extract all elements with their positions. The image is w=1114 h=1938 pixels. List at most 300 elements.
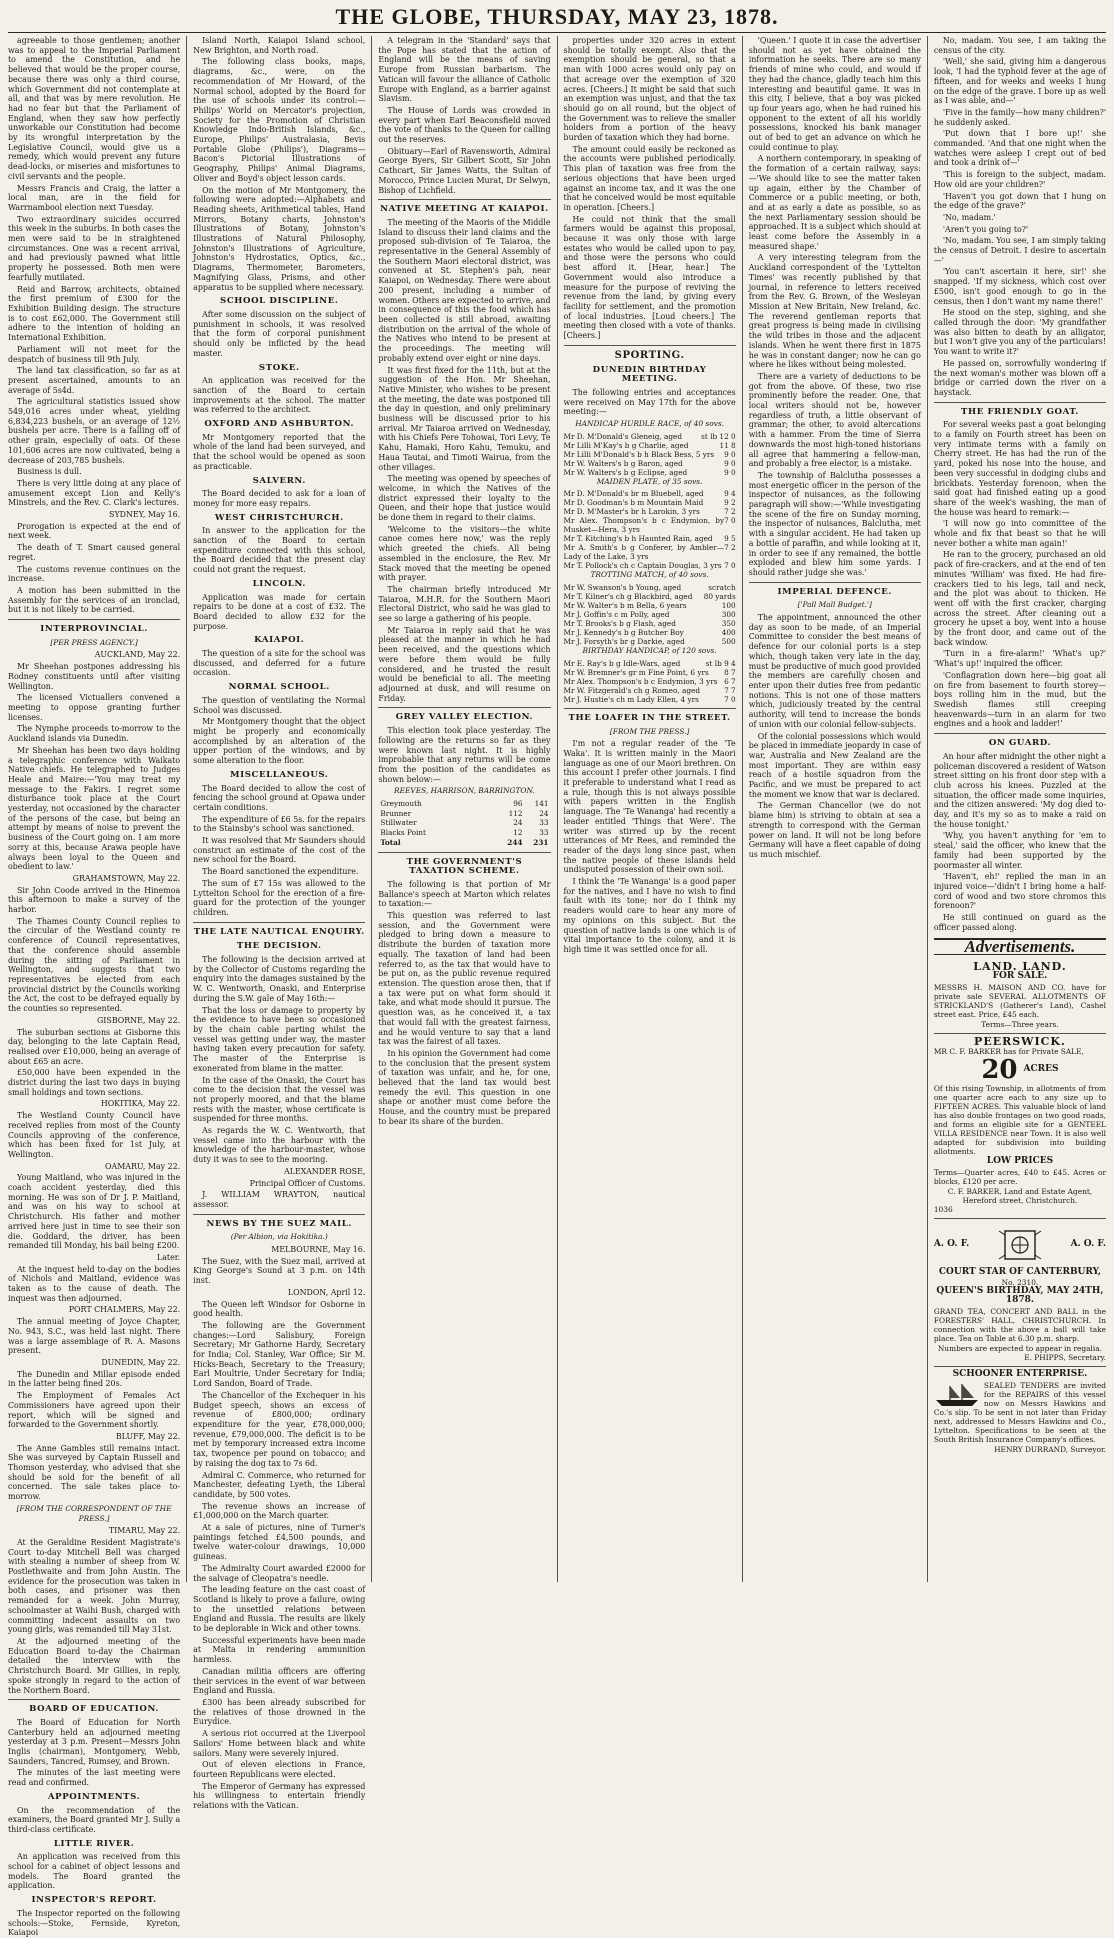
divider	[564, 708, 736, 709]
correspondent-note: [FROM THE CORRESPONDENT OF THE PRESS.]	[16, 1503, 172, 1523]
race-entry	[564, 489, 736, 498]
ad-text: MESSRS H. MAISON AND CO. have for private sale SEVERAL ALLOTMENTS OF STRICKLAND'S (Gatherer's Land), Cashel street east. Price, £45 each.	[933, 982, 1107, 1019]
schooner-ship-icon	[934, 1382, 980, 1408]
election-tally	[378, 799, 550, 848]
divider	[193, 1214, 365, 1215]
article-paragraph: Out of eleven elections in France, fourteen Republicans were elected.	[193, 1760, 366, 1779]
tally-votes: 24	[513, 818, 523, 828]
entry-weight: 9 0	[724, 458, 736, 468]
aof-row	[934, 1225, 1106, 1265]
article-paragraph: Of the colonial possessions which would be placed in immediate jeopardy in case of war, Australia and New Zealand are the most important. They are within easy reach of a hostile squadron from the Pacific, and we must be prepared to act the moment we know that war is declared.	[748, 731, 921, 799]
article-paragraph: The Board decided to allow the cost of fencing the school ground at Opawa under certain conditions.	[193, 783, 366, 812]
dateline: OAMARU, May 22.	[105, 1161, 181, 1171]
ad-text: MR C. F. BARKER has for Private SALE,	[933, 1047, 1084, 1057]
article-paragraph: The minutes of the last meeting were read and confirmed.	[8, 1768, 181, 1788]
entry-weight: 300	[721, 610, 736, 620]
article-paragraph: 'Conflagration down here—big goat all on fire from basement to fourth storey—boys rolling him in the mud, but the Swedish flames still creeping heavenwards—turn in an alarm for two engines and a hook and ladder!'	[933, 670, 1107, 729]
article-paragraph: The Chancellor of the Exchequer in his Budget speech, shows an excess of revenue of £800,000; ordinary expenditure for the year, £78,000,000; revenue, £79,000,000. The deficit is to be met by temporary increased extra income tax, twopence per pound on tobacco; and by raising the dog tax to 7s 6d.	[193, 1390, 366, 1468]
article-paragraph: Mr Sheehan has been two days holding a telegraphic conference with Waikato Native chiefs. He telegraphed to Judges Heale and Maire:—'You may treat my message to the Fakirs. I regret some disturbance took place at the Court yesterday, not occasioned by the character of the persons of the case, but being an attempt by means of noise to prevent the business of the Court going on. I am more sorry at this, because Arawa people have always been loyal to the Queen and obedient to law.'	[8, 745, 181, 872]
article-paragraph: The Board sanctioned the expenditure.	[202, 867, 359, 877]
section-heading: THE LOAFER IN THE STREET.	[568, 712, 731, 723]
divider	[8, 619, 180, 620]
subheading: (Per Albion, via Hokitika.)	[230, 1232, 328, 1242]
article-paragraph: Parliament will not meet for the despatch of business till 9th July.	[8, 344, 181, 364]
dateline: LONDON, April 12.	[287, 1287, 366, 1297]
divider	[378, 707, 550, 708]
entry-weight: 400	[721, 628, 736, 638]
ad-terms: Terms—Three years.	[981, 1019, 1059, 1029]
article-paragraph: He ran to the grocery, purchased an old pack of fire-crackers, and at the end of ten minutes 'William' was fixed. He had fire-crackers tied to his legs, tail and neck, and the plot was about to thicken. He went off with the first cracker, charging across the street. After cleaning out a grocery he upset a boy, went into a house by the front door, and came out of the back window.	[933, 550, 1107, 647]
race-entries	[564, 583, 736, 646]
article-paragraph: 'This is foreign to the subject, madam. How old are your children?'	[933, 170, 1107, 189]
entry-weight: 80 yards	[703, 592, 736, 602]
dateline: BLUFF, May 22.	[115, 1431, 181, 1441]
entry-name: Mr W. Swanson's b Young, aged	[563, 583, 682, 593]
tally-place: Greymouth	[380, 799, 422, 809]
article-paragraph: Young Maitland, who was injured in the coach accident yesterday, died this morning. He was son of Dr J. P. Maitland, and was on his way to school at Christchurch. His father and mother arrived here just in time to see their son die. Goddard, the driver, has been remanded till Monday, his bail being £200.	[8, 1173, 181, 1251]
article-paragraph: He still continued on guard as the officer passed along.	[933, 913, 1107, 932]
column-5	[742, 36, 927, 1582]
entry-name: Mr D. Goodman's b m Mountain Maid	[563, 498, 704, 508]
entry-weight: st lb 12 0	[701, 431, 736, 441]
ad-price: LOW PRICES	[986, 1156, 1054, 1167]
race-entry	[564, 543, 736, 561]
article-paragraph: 'Queen.' I quote it in case the advertiser should not as yet have obtained the information he seeks. There are so many friends of mine who could, and would if they had the chance, gladly teach him this interesting and beautiful game. It was in this city, I believe, that a boy was picked up four years ago, when he had ruined his opponent to the extent of all his worldly possessions, knocked his bank manager out of bed to get an advance on which he could continue to play.	[748, 36, 921, 152]
article-paragraph: Prorogation is expected at the end of next week.	[8, 521, 181, 541]
entry-weight: 9 0	[724, 467, 736, 477]
ad-title: COURT STAR OF CANTERBURY,	[938, 1266, 1102, 1277]
entry-weight: 350	[721, 619, 736, 629]
article-paragraph: It was resolved that Mr Saunders should construct an estimate of the cost of the new school for the Board.	[193, 836, 366, 865]
article-paragraph: The township of Balclutha possesses a most energetic officer in the person of the inspector of nuisances, as the following paragraph will show:—'While investigating the scene of the fire on Sunday morning, the inspector of nuisances, Balclutha, met with a singular accident. He had taken up a bottle of paraffin, and while looking at it, in order to see if any remained, the bottle exploded and blew him some yards. I should rather judge she was.'	[748, 470, 921, 577]
ad-schooner	[934, 1367, 1106, 1458]
article-paragraph: 'No, madam.'	[942, 212, 996, 222]
article-paragraph: The Emperor of Germany has expressed his willingness to entertain friendly relations with the Vatican.	[193, 1781, 366, 1811]
article-paragraph: I think the 'Te Wananga' is a good paper for the natives, and I have no wish to find fault with its tone; nor do I think my readers would care to hear any more of my opinions on this subject. But the question of native lands is one which is of vital importance to the colony, and it is high time it was settled once for all.	[563, 877, 736, 954]
section-heading: SPORTING.	[614, 349, 685, 361]
tally-votes: 141	[534, 799, 549, 809]
entry-name: Mr Lilli M'Donald's b h Black Bess, 5 yrs	[563, 449, 715, 459]
article-paragraph: The chairman briefly introduced Mr Taiaroa, M.H.R. for the Southern Maori Electoral District, who said he was glad to see so large a gathering of his people.	[378, 584, 551, 624]
subsection-heading: SCHOOL DISCIPLINE.	[220, 296, 339, 307]
article-paragraph: 'Haven't you got down that I hung on the edge of the grave?'	[933, 191, 1107, 211]
article-paragraph: The Employment of Females Act Commissioners have agreed upon their report, which will be signed and forwarded to the Government shortly.	[8, 1391, 181, 1430]
race-entry	[564, 507, 736, 516]
race-entry	[564, 441, 736, 450]
entry-weight: 7 2	[724, 543, 736, 553]
ad-title: PEERSWICK.	[974, 1034, 1066, 1048]
article-paragraph: It was first fixed for the 11th, but at the suggestion of the Hon. Mr Sheehan, Native Minister, who wishes to be present at the meeting, the date was postponed till the day in question, and only preliminary business will be discussed prior to his arrival. Mr Taiaroa arrived on Wednesday, with his Chiefs Pere Tohowai, Tori Levy, Te Kahu, Hamaki, Horo Kahu, Temuku, and Haua Tautai, and Timoti Wairua, from the other villages.	[378, 365, 551, 472]
ad-text: SEALED TENDERS are invited for the REPAIRS of this vessel now on Messrs Hawkins and Co.'s slip. To be sent in not later than Friday next, addressed to Messrs Hawkins and Co., Lyttelton. Specifications to be seen at the South British Insurance Company's offices.	[933, 1380, 1107, 1444]
subsection-heading: WEST CHRISTCHURCH.	[214, 512, 344, 523]
entry-weight: 7 0	[724, 516, 736, 526]
article-paragraph: The revenue shows an increase of £1,000,000 on the March quarter.	[193, 1501, 366, 1521]
ad-ref: 1036	[933, 1204, 953, 1214]
aof-label: A. O. F.	[933, 1239, 970, 1250]
divider	[378, 199, 550, 200]
entry-weight: 100	[721, 601, 736, 611]
article-paragraph: For several weeks past a goat belonging to a family on Fourth street has been on very intimate terms with a family on Cherry street. He has had the run of the yard, poked his nose into the house, and been very successful in dodging clubs and brickbats. Yesterday forenoon, when the said goat had finished eating up a good share of the week's washing, the man of the house was heard to remark:—	[933, 420, 1107, 517]
race-entry	[564, 668, 736, 677]
entry-weight: 9 5	[724, 534, 736, 544]
article-paragraph: At the inquest held to-day on the bodies of Nichols and Maitland, evidence was taken as to the cause of death. The inquest was then adjourned.	[8, 1264, 181, 1303]
article-paragraph: 'No, madam. You see, I am simply taking the census of Detroit. I desire to ascertain—'	[933, 236, 1107, 265]
subsection-heading: INSPECTOR'S REPORT.	[31, 1895, 157, 1906]
subsection-heading: APPOINTMENTS.	[47, 1791, 141, 1802]
section-heading: INTERPROVINCIAL.	[40, 624, 148, 635]
divider	[934, 402, 1106, 403]
divider	[749, 582, 921, 583]
entry-weight: 7 7	[724, 685, 736, 695]
article-paragraph: 'I will now go into committee of the whole and fix that beast so that he will never bother a white man again!'	[933, 519, 1107, 548]
article-paragraph: Business is dull.	[17, 467, 82, 477]
article-paragraph: The Board of Education for North Canterbury held an adjourned meeting yesterday at 3 p.m. Present—Messrs John Inglis (chairman), Montgomery, Webb, Saunders, Tancred, Rumsey, and Brown.	[8, 1717, 181, 1766]
section-heading: ON GUARD.	[988, 738, 1052, 749]
article-paragraph: 'Why, you haven't anything for 'em to steal,' said the officer, who knew that the family had been supported by the poormaster all winter.	[933, 831, 1107, 870]
entry-name: Mr W. Walter's b m Bella, 6 years	[563, 601, 687, 611]
entry-name: Mr D. M'Master's br h Larokin, 3 yrs	[563, 507, 700, 517]
tally-row	[378, 828, 550, 838]
article-paragraph: 'Aren't you going to?'	[942, 224, 1029, 234]
candidate-names: REEVES, HARRISON, BARRINGTON.	[394, 786, 535, 796]
entry-weight: 11 8	[719, 440, 736, 450]
article-paragraph: There is very little doing at any place of amusement except Lion and Kelly's Minstrels, and the Rev. C. Clark's lectures.	[8, 478, 181, 508]
article-paragraph: 'Turn in a fire-alarm!' 'What's up?' 'What's up!' inquired the officer.	[933, 649, 1107, 669]
article-paragraph: Admiral C. Commerce, who returned for Manchester, defeating Lyeth, the Liberal candidate, by 500 votes.	[193, 1470, 366, 1499]
divider	[193, 922, 365, 923]
section-heading: THE FRIENDLY GOAT.	[960, 406, 1079, 417]
race-entry	[564, 601, 736, 610]
section-heading: NATIVE MEETING AT KAIAPOI.	[380, 204, 549, 215]
race-title: TROTTING MATCH, of 40 sovs.	[590, 570, 709, 580]
article-paragraph: A motion has been submitted in the Assembly for the services of an ironclad, but it is not likely to be carried.	[8, 585, 181, 615]
subheading: [FROM THE PRESS.]	[609, 726, 690, 736]
race-entry	[564, 534, 736, 543]
ad-foresters	[934, 1219, 1106, 1367]
race-entries	[564, 489, 736, 570]
article-paragraph: Application was made for certain repairs to be done at a cost of £32. The Board decided to allow £32 for the purpose.	[193, 592, 366, 631]
ad-text: GRAND TEA, CONCERT AND BALL in the FORESTERS' HALL, CHRISTCHURCH. In connection with the above a ball will take place. Tea on Table at 6.30 p.m. sharp.	[933, 1307, 1107, 1344]
article-paragraph: He could not think that the small farmers would be against this proposal, because it was only those with large estates who would be called upon to pay, and those were the persons who could best afford it. [Hear, hear.] The Government would also introduce a measure for the purpose of reviving the revenue from the land, by giving every facility for settlement, and the promotion of local industries. [Loud cheers.] The meeting then closed with a vote of thanks. [Cheers.]	[563, 214, 736, 341]
ad-unit: ACRES	[1023, 1064, 1059, 1075]
race-entry	[564, 659, 736, 668]
ad-signature: HENRY DURRAND, Surveyor.	[994, 1444, 1107, 1454]
article-paragraph: agreeable to those gentlemen; another was to appeal to the Imperial Parliament to amend the Constitution, and he believed that would be the proper course, because there was only a third course, which Government did not contemplate at all, and that was by mere revolution. He had no fear but that the Parliament of England, when they saw how perfectly unworkable our Constitution had become by its wrongful interpretation by the Legislative Council, would give us a remedy, which would prevent any future dead-locks, or miseries and misfortunes to civil servants and the people.	[8, 36, 181, 181]
race-entries	[564, 659, 736, 704]
article-paragraph: 'Haven't, eh!' replied the man in an injured voice—'didn't I bring home a half-cord of wood and two store chromos this forenoon?'	[933, 872, 1107, 911]
entry-weight: 500	[721, 637, 736, 647]
article-paragraph: He passed on, sorrowfully wondering if the next woman's mother was blown off a bridge or carried down the river on a haystack.	[933, 358, 1107, 397]
article-paragraph: The licensed Victuallers convened a meeting to oppose granting further licenses.	[8, 693, 181, 722]
article-paragraph: The Admiralty Court awarded £2000 for the salvage of Cleopatra's needle.	[193, 1563, 366, 1583]
entry-name: Mr W. Walters's b g Eclipse, aged	[563, 467, 688, 477]
entry-weight: 9 4	[724, 489, 736, 499]
article-paragraph: The leading feature on the cast coast of Scotland is likely to prove a failure, owing to the unsettled relations between England and Russia. The results are likely to be deplorable in Wick and other towns.	[193, 1585, 366, 1634]
tally-row	[378, 809, 550, 819]
entry-weight: scratch	[708, 583, 736, 593]
entry-weight: st lb 9 4	[705, 658, 736, 668]
entry-name: Mr T. Pollock's ch c Captain Douglas, 3 yrs	[563, 561, 722, 571]
article-paragraph: There are a variety of deductions to be got from the above. Of these, two rise prominently before the reader. One, that local writers should not be, however regardless of truth, a little observant of grammar; the other, to avoid altercations with a hammer. From the time of Sierra downwards the most high-toned historians all agree that hammering a fellow-man, and probably a free elector, is a mistake.	[748, 371, 921, 469]
article-paragraph: Two extraordinary suicides occurred this week in the suburbs. In both cases the men were said to be in straightened circumstances. One was a recent arrival, and had previously pawned what little property he possessed. Both men were fearfully mutilated.	[8, 214, 181, 282]
tally-votes: 231	[533, 837, 549, 847]
dateline: SYDNEY, May 16.	[109, 510, 181, 520]
columns	[8, 36, 1107, 1938]
race-entry	[564, 619, 736, 628]
dateline: AUCKLAND, May 22.	[94, 650, 181, 660]
article-paragraph: 'You can't ascertain it here, sir!' she snapped. 'If my sickness, which cost over £500, isn't good enough to go in the census, then I don't want my name there!'	[933, 267, 1107, 306]
tally-place: Blacks Point	[380, 828, 426, 838]
divider	[8, 1699, 180, 1700]
article-paragraph: The customs revenue continues on the increase.	[8, 564, 181, 584]
race-entry	[564, 459, 736, 468]
article-paragraph: Mr Montgomery reported that the whole of the land had been surveyed, and that the school would be opened as soon as practicable.	[193, 432, 366, 471]
race-entry	[564, 592, 736, 601]
race-entry	[564, 468, 736, 477]
tally-row	[378, 818, 550, 828]
ad-body: Of this rising Township, in allotments of from one quarter acre each to any size up to FIFTEEN ACRES. This valuable block of land has also double frontages on two good roads, and forms an eligible site for a GENTEEL VILLA RESIDENCE near Town. It is also well adapted for subdivision into building allotments.	[933, 1084, 1107, 1157]
dateline: PORT CHALMERS, May 22.	[68, 1305, 181, 1315]
article-paragraph: A very interesting telegram from the Auckland correspondent of the 'Lyttelton Times' was recently published by that journal, in reference to letters received from the Rev. G. Brown, of the Wesleyan Mission at New Britain, New Ireland, &c. The reverend gentleman reports that great progress is being made in civilising the wild tribes in those and the adjacent islands. When he went there first in 1875 he was in constant danger; now he can go where he likes without being molested.	[748, 253, 921, 370]
tally-votes: 33	[539, 828, 549, 838]
article-paragraph: This election took place yesterday. The following are the returns so far as they were known last night. It is highly improbable that any returns will be come from the position of the candidates as shown below:—	[378, 726, 551, 784]
dateline: GISBORNE, May 22.	[97, 1015, 181, 1025]
race-entry	[564, 561, 736, 570]
article-paragraph: The Queen left Windsor for Osborne in good health.	[193, 1299, 366, 1319]
article-paragraph: At the adjourned meeting of the Education Board to-day the Chairman detailed the interview with the Christchurch Board. Mr Gillies, in reply, spoke strongly in regard to the action of the Northern Board.	[8, 1636, 181, 1695]
subsection-heading: SALVERN.	[252, 475, 306, 486]
article-paragraph: Canadian militia officers are offering their services in the event of war between England and Russia.	[193, 1666, 366, 1696]
entry-name: Mr D. M'Donald's Gleneig, aged	[563, 431, 683, 441]
ad-signature: C. F. BARKER, Land and Estate Agent, Hereford street, Christchurch.	[947, 1186, 1093, 1205]
advertisements-heading: Advertisements.	[934, 938, 1106, 955]
ad-signature: E. PHIPPS, Secretary.	[1024, 1353, 1107, 1363]
foresters-emblem-icon	[995, 1225, 1045, 1265]
article-paragraph: The Westland County Council have received replies from most of the County Councils approving of the conference, which has been fixed for 1st July, at Wellington.	[8, 1111, 181, 1159]
article-paragraph: Sir John Coode arrived in the Hinemoa this afternoon to make a survey of the harbor.	[8, 885, 181, 915]
ad-peerswick	[934, 1034, 1106, 1219]
ad-acreage	[934, 1055, 1106, 1086]
article-paragraph: The Inspector reported on the following schools:—Stoke, Fernside, Kyreton, Kaiapoi	[8, 1908, 181, 1938]
column-2	[186, 36, 371, 1811]
signature: Principal Officer of Customs.	[249, 1178, 366, 1188]
article-paragraph: The question of ventilating the Normal School was discussed.	[193, 695, 366, 715]
article-paragraph: The expenditure of £6 5s. for the repairs to the Stainsby's school was sanctioned.	[193, 814, 366, 834]
article-paragraph: The following is the decision arrived at by the Collector of Customs regarding the enquiry into the damages sustained by the W. C. Wentworth, Onaski, and Enterprise during the S.W. gale of May 16th:—	[193, 955, 366, 1003]
subsection-heading: THE DECISION.	[236, 941, 322, 952]
article-paragraph: Successful experiments have been made at Malta in rendering ammunition harmless.	[193, 1635, 366, 1665]
tally-votes: 24	[539, 808, 549, 818]
tally-votes: 112	[508, 808, 523, 818]
article-paragraph: The annual meeting of Joyce Chapter, No. 943, S.C., was held last night. There was a large assemblage of R. A. Masons present.	[8, 1317, 181, 1356]
race-entry	[564, 628, 736, 637]
entry-name: Mr E. Ray's b g Idle-Wars, aged	[563, 658, 681, 668]
race-entry	[564, 450, 736, 459]
tally-place: Total	[380, 837, 401, 847]
race-title: HANDICAP HURDLE RACE, of 40 sovs.	[575, 419, 724, 429]
agency-note: [PER PRESS AGENCY.]	[50, 637, 138, 647]
race-entry	[564, 677, 736, 686]
entry-name: Mr T. Brooks's b g Flash, aged	[563, 619, 676, 629]
article-paragraph: At the Geraldine Resident Magistrate's Court to-day Mitchell Bell was charged with stealing a number of sheep from W. Postlethwaite and from John Austin. The evidence for the prosecution was taken in both cases, and prisoner was then remanded for a week. John Murray, schoolmaster at Waihi Bush, charged with committing indecent assaults on two young girls, was remanded till May 31st.	[8, 1537, 181, 1635]
article-paragraph: The land tax classification, so far as at present ascertained, amounts to an average of 5s4d.	[8, 366, 181, 395]
ad-number: 20	[981, 1055, 1018, 1086]
race-entry	[564, 583, 736, 592]
article-paragraph: I'm not a regular reader of the 'Te Waka'. It is written mainly in the Maori language as one of our Maori brethren. On this account I prefer other journals. I find it preferable to understand what I read as a rule, though this is not always possible with papers written in the English language. The 'Te Wananga' had recently a leader entitled 'Things that Were'. The writer was stirred up by the recent utterances of Mr Rees, and reminded the reader of the days long since past, when the native people of these islands held undisputed possession of their own soil.	[563, 739, 736, 875]
column-4	[557, 36, 742, 1582]
entry-weight: 7 0	[724, 694, 736, 704]
article-paragraph: The Thames County Council replies to the circular of the Westland county re conference of Council representatives, that the conference should assemble during the sitting of Parliament in Wellington, and suggests that two representatives be elected from each provincial district by the Councils working the Act, the cost to be defrayed equally by the counties so represented.	[8, 916, 181, 1014]
article-paragraph: The following entries and acceptances were received on May 17th for the above meeting:—	[563, 387, 736, 417]
tally-place: Stillwater	[380, 818, 417, 828]
article-paragraph: 'Well,' she said, giving him a dangerous look, 'I had the typhoid fever at the age of fifteen, and for weeks and weeks I hung on the edge of the grave. I bore up as well as I was able, and—'	[933, 57, 1107, 106]
article-paragraph: An application was received from this school for a cabinet of object lessons and models. The Board granted the application.	[8, 1852, 181, 1891]
article-paragraph: 'Put down that I bore up!' she commanded. 'And that one night when the watches were asleep I crept out of bed and took a drink of—'	[933, 129, 1107, 168]
entry-name: Mr J. Goffin's c m Polly, aged	[563, 610, 670, 620]
entry-name: Mr Alex. Thompson's b c Endymion, by Musket—Hera, 3 yrs	[563, 516, 725, 535]
article-paragraph: Obituary—Earl of Ravensworth, Admiral George Byers, Sir Gilbert Scott, Sir John Cathcart, Sir James Watts, the Sultan of Morocco, Prince Lucien Murat, Dr Selwyn, Bishop of Lichfield.	[378, 146, 551, 195]
tally-votes: 244	[507, 837, 523, 847]
subsection-heading: LITTLE RIVER.	[53, 1838, 135, 1849]
section-heading: NEWS BY THE SUEZ MAIL.	[206, 1218, 353, 1229]
article-paragraph: £300 has been already subscribed for the relatives of those drowned in the Eurydice.	[193, 1697, 366, 1727]
entry-name: Mr A. Smith's b g Conferer, by Ambler—Lady of the Lake, 3 yrs	[563, 543, 725, 562]
entry-name: Mr D. M'Donald's br m Bluebell, aged	[563, 489, 704, 499]
entry-name: Mr T. Kilner's ch g Blackbird, aged	[563, 592, 693, 602]
article-paragraph: A telegram in the 'Standard' says that the Pope has stated that the action of England will be the means of saving Europe from Russian barbarism. The Vatican will favour the alliance of Catholic Europe with England, as a barrier against Slavism.	[378, 36, 551, 104]
race-entry	[564, 637, 736, 646]
article-paragraph: 'Five in the family—how many children?' he suddenly asked.	[933, 107, 1107, 127]
subsection-heading: LINCOLN.	[252, 578, 306, 589]
article-paragraph: 'Welcome to the visitors—the white canoe comes here now,' was the reply which greeted the chiefs. All being assembled in the enclosure, the Rev. Mr Stack moved that the meeting be opened with prayer.	[378, 524, 551, 583]
article-paragraph: An hour after midnight the other night a policeman discovered a resident of Watson street sitting on his front door step with a club across his knees. Puzzled at the situation, the officer made some inquiries, and the citizen answered: 'My dog died to-day, and it's my so as to make a raid on the house tonight.'	[933, 751, 1107, 829]
race-entry	[564, 516, 736, 534]
subsection-heading: MISCELLANEOUS.	[229, 769, 329, 780]
entry-name: Mr J. Forsyth's br g Darkie, aged	[563, 637, 685, 647]
entry-weight: 9 2	[724, 498, 736, 508]
race-entry	[564, 498, 736, 507]
ad-title: SCHOONER ENTERPRISE.	[952, 1369, 1088, 1380]
column-1	[8, 36, 186, 1938]
article-paragraph: A serious riot occurred at the Liverpool Sailors' Home between black and white sailors. Many were severely injured.	[193, 1729, 366, 1758]
article-paragraph: The amount could easily be reckoned as the accounts were published periodically. This plan of taxation was free from the serious objections that have been urged against an income tax, and it was the one that he conceived would be most equitable in operation. [Cheers.]	[563, 144, 736, 212]
entry-name: Mr Lilli M'Kay's b g Charlie, aged	[563, 440, 689, 450]
article-paragraph: In answer to the application for the sanction of the Board to certain expenditure connected with this school, the Board decided that the present clay could not grant the request.	[193, 526, 366, 575]
subsection-heading: KAIAPOI.	[254, 635, 305, 646]
article-paragraph: The appointment, announced the other day as soon to be made, of an Imperial Committee to consider the best means of defence for our colonial ports is a step which, though taken very late in the day, must be productive of much good provided the members are carefully chosen and enter upon their duties free from pedantic notions. This is not one of those matters which, judiciously treated by the central authority, will tend to increase the bonds of union with our colonial fellow-subjects.	[748, 613, 921, 729]
ad-title: LAND. LAND.	[973, 960, 1067, 974]
entry-weight: 9 0	[724, 449, 736, 459]
article-paragraph: The agricultural statistics issued show 549,016 acres under wheat, yielding 6,834,223 bushels, or an average of 12½ bushels per acre. There is a falling off of other grain, especially of oats. Of these 101,606 acres are now cultivated, being a decrease of 203,785 bushels.	[8, 397, 181, 465]
article-paragraph: A northern contemporary, in speaking of the formation of a certain railway, says:—'We should like to see the matter taken up again, either by the Chamber of Commerce or a public meeting, or both, and at as early a date as possible, so as the next Parliamentary session should be approached. It is a subject which should at least come before the Assembly in a measured shape.'	[748, 154, 921, 251]
ad-note: Numbers are expected to appear in regalia.	[937, 1344, 1103, 1354]
article-paragraph: The Suez, with the Suez mail, arrived at King George's Sound at 3 p.m. on 14th inst.	[193, 1256, 366, 1286]
article-paragraph: The question of a site for the school was discussed, and deferred for a future occasion.	[193, 649, 366, 678]
article-paragraph: The following is that portion of Mr Ballance's speech at Marton which relates to taxation:—	[378, 879, 551, 909]
race-entry	[564, 695, 736, 704]
subsection-heading: NORMAL SCHOOL.	[228, 682, 330, 693]
entry-name: Mr W. Fitzgerald's ch g Romeo, aged	[563, 685, 700, 695]
tally-votes: 33	[539, 818, 549, 828]
article-paragraph: Messrs Francis and Craig, the latter a local man, are in the field for Warrnambool election next Tuesday.	[8, 183, 181, 212]
column-3	[371, 36, 556, 1582]
ad-land-sale	[934, 959, 1106, 1033]
article-paragraph: The following are the Government changes:—Lord Salisbury, Foreign Secretary; Mr Gathorne Hardy, Secretary for India; Col. Stanley, War Office; Sir M. Hicks-Beach, Secretary to the Treasury; Earl Moultrie, Under Secretary for India; Lord Sandon, Board of Trade.	[193, 1320, 366, 1389]
article-paragraph: Mr Taiaroa in reply said that he was pleased at the manner in which he had been received, and the questions which were before them would be fully considered, and he trusted the result would be beneficial to all. The meeting adjourned at dusk, and will resume on Friday.	[378, 625, 551, 703]
column-6	[927, 36, 1106, 1582]
race-entry	[564, 432, 736, 441]
divider	[934, 733, 1106, 734]
dateline: GRAHAMSTOWN, May 22.	[72, 873, 181, 883]
tally-votes: 96	[513, 799, 523, 809]
article-paragraph: In the case of the Onaski, the Court has come to the decision that the vessel was not properly moored, and that the blame rests with the master, whose certificate is suspended for three months.	[193, 1075, 366, 1124]
entry-weight: 8 7	[724, 667, 736, 677]
aof-label: A. O. F.	[1070, 1239, 1107, 1250]
section-heading: THE GOVERNMENT'S TAXATION SCHEME.	[406, 856, 523, 877]
article-paragraph: £50,000 have been expended in the district during the last two days in buying small holdings and town sections.	[8, 1068, 181, 1097]
article-paragraph: The sum of £7 15s was allowed to the Lyttelton School for the erection of a fire-guard for the protection of the younger children.	[193, 878, 366, 917]
ad-court-number: No. 2310.	[1001, 1277, 1039, 1287]
article-paragraph: He stood on the step, sighing, and she called through the door: 'My grandfather was also bitten to death by an alligator, but I won't give you any of the particulars! You want to write it?'	[933, 308, 1107, 357]
dateline: HOKITIKA, May 22.	[100, 1099, 181, 1109]
entry-name: Mr T. Kitching's b h Haunted Rain, aged	[563, 534, 713, 544]
entry-name: Mr W. Walters's b g Baron, aged	[563, 458, 683, 468]
dateline: MELBOURNE, May 16.	[271, 1245, 366, 1255]
ad-subtitle: FOR SALE.	[992, 970, 1048, 981]
entry-weight: 6 7	[724, 676, 736, 686]
article-paragraph: Mr Montgomery thought that the object might be properly and economically accomplished by an alteration of the upper portion of the windows, and by some alteration to the floor.	[193, 717, 366, 766]
article-paragraph: Mr Sheehan postpones addressing his Rodney constituents until after visiting Wellington.	[8, 662, 181, 691]
race-title: MAIDEN PLATE, of 35 sovs.	[596, 476, 703, 486]
article-paragraph: No, madam. You see, I am taking the census of the city.	[933, 36, 1107, 55]
ad-terms: Terms—Quarter acres, £40 to £45. Acres or blocks, £120 per acre.	[933, 1167, 1107, 1186]
article-paragraph: The Board decided to ask for a loan of money for more easy repairs.	[193, 489, 366, 508]
dateline: TIMARU, May 22.	[108, 1526, 181, 1536]
article-paragraph: The death of T. Smart caused general regret.	[8, 543, 181, 562]
entry-name: Mr J. Kennedy's b g Butcher Boy	[563, 628, 684, 638]
race-title: BIRTHDAY HANDICAP, of 120 sovs.	[582, 646, 717, 656]
tally-row	[378, 799, 550, 809]
subsection-heading: STOKE.	[258, 362, 300, 373]
divider	[378, 852, 550, 853]
article-paragraph: An application was received for the sanction of the Board to certain improvements at the school. The matter was referred to the architect.	[193, 376, 366, 415]
article-paragraph: The Nymphe proceeds to-morrow to the Auckland islands via Dunedin.	[8, 724, 181, 744]
subheading: ['Pall Mall Budget.']	[797, 600, 872, 610]
race-entry	[564, 686, 736, 695]
race-entries	[564, 432, 736, 477]
entry-weight: 7 0	[724, 561, 736, 571]
masthead: THE GLOBE, THURSDAY, MAY 23, 1878.	[8, 4, 1106, 33]
divider	[564, 345, 736, 346]
entry-weight: 7 2	[724, 507, 736, 517]
article-paragraph: Island North, Kaiapoi Island school, New Brighton, and North road.	[193, 36, 366, 55]
article-paragraph: properties under 320 acres in extent should be totally exempt. Also that the exemption should be general, so that a man with 1000 acres would only pay on that acreage over the exemption of 320 acres. [Cheers.] It might be said that such an exemption was unjust, and that the tax should go on all round, but the object of the Government was to relieve the smaller holders from a portion of the heavy burden of taxation which they had borne.	[563, 36, 736, 143]
tally-total-row	[378, 838, 550, 848]
article-paragraph: After some discussion on the subject of punishment in schools, it was resolved that the form of corporal punishment should only be inflicted by the head master.	[193, 309, 366, 358]
article-paragraph: The following class books, maps, diagrams, &c., were, on the recommendation of Mr Howard, of the Normal school, adopted by the Board for the use of schools under its control:—Philips' World on Mercator's projection, Society for the Promotion of Christian Knowledge Indo-British Islands, &c., Europe, Philips' Australasia, Bevis Portable Globe (Philips'), Diagrams—Bacon's Pictorial Illustrations of Geography, Philips' Animal Diagrams, Oliver and Boyd's object lesson cards.	[193, 57, 366, 183]
ad-date: QUEEN'S BIRTHDAY, MAY 24TH, 1878.	[936, 1285, 1104, 1306]
article-paragraph: At a sale of pictures, nine of Turner's paintings fetched £4,500 pounds, and twelve water-colour drawings, 10,000 guineas.	[193, 1523, 366, 1562]
article-paragraph: The meeting was opened by speeches of welcome, in which the Natives of the district expressed their loyalty to the Queen, and their hope that justice would be done them in regard to their claims.	[378, 474, 551, 523]
article-paragraph: On the recommendation of the examiners, the Board granted Mr J. Sully a third-class certificate.	[8, 1805, 181, 1834]
section-heading: BOARD OF EDUCATION.	[29, 1704, 160, 1715]
dateline: Later.	[156, 1252, 181, 1262]
article-paragraph: That the loss or damage to property by the evidence to have been so occasioned by the chain cable parting whilst the vessel was getting under way, the master having taken every precaution for safety. The master of the Enterprise is exonerated from blame in the matter.	[193, 1005, 366, 1073]
race-entry	[564, 610, 736, 619]
dateline: DUNEDIN, May 22.	[101, 1358, 181, 1367]
section-heading: IMPERIAL DEFENCE.	[777, 586, 893, 597]
tally-votes: 12	[513, 828, 523, 838]
